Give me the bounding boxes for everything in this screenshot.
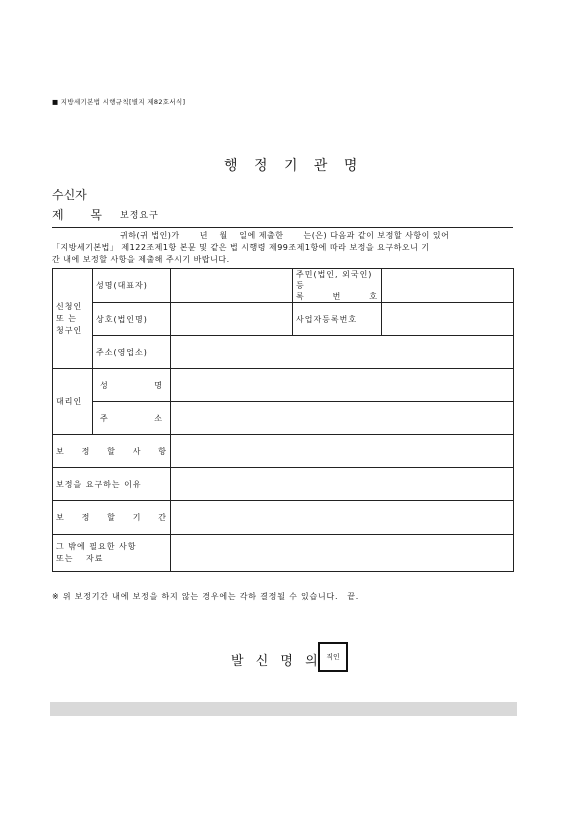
correction-items-char-5: 항: [158, 446, 167, 456]
correction-period-char-1: 보: [56, 513, 65, 522]
correction-items-char-4: 사: [132, 446, 142, 456]
correction-period-char-3: 할: [107, 513, 116, 522]
other-info-label-line-1: 그 밖에 필요한 사항: [56, 542, 137, 551]
correction-form-table: [52, 268, 514, 572]
correction-period-char-5: 간: [158, 513, 167, 522]
subject-value: 보정요구: [120, 211, 159, 221]
official-seal-box: [318, 642, 348, 672]
address-label: 주소(영업소): [93, 336, 171, 369]
agency-title: 행 정 기 관 명: [224, 158, 364, 174]
agent-group-label: 대리인: [53, 369, 93, 435]
company-label: 상호(법인명): [93, 303, 171, 336]
name-field[interactable]: [171, 269, 293, 303]
correction-period-char-2: 정: [81, 513, 91, 522]
resident-id-char-2: 번: [332, 292, 342, 301]
official-seal-label: 직인: [326, 653, 340, 661]
subject-divider: [52, 227, 513, 228]
resident-id-label: [293, 269, 382, 303]
agent-name-label: [93, 369, 171, 402]
correction-items-field[interactable]: [171, 435, 514, 468]
correction-period-char-4: 기: [132, 513, 142, 522]
agent-name-char-2: 명: [154, 380, 163, 390]
resident-id-char-1: 록: [296, 292, 305, 301]
sender-label: 발 신 명 의: [231, 654, 322, 669]
agent-name-field[interactable]: [171, 369, 514, 402]
applicant-label-3: 청구인: [56, 325, 83, 335]
applicant-label-1: 신청인: [56, 301, 83, 311]
request-body: [52, 230, 513, 266]
correction-reason-label: 보정을 요구하는 이유: [53, 468, 171, 501]
correction-items-label: [53, 435, 171, 468]
correction-reason-field[interactable]: [171, 468, 514, 501]
applicant-label-2: 또 는: [56, 313, 77, 323]
resident-id-label-line-2: [296, 291, 378, 302]
correction-period-field[interactable]: [171, 501, 514, 535]
subject-label-right: 목: [90, 208, 102, 222]
applicant-group-label: [53, 269, 93, 369]
business-no-field[interactable]: [382, 303, 514, 336]
correction-period-label: [53, 501, 171, 535]
company-field[interactable]: [171, 303, 293, 336]
name-label: 성명(대표자): [93, 269, 171, 303]
request-body-line-3: 간 내에 보정할 사항을 제출해 주시기 바랍니다.: [52, 255, 230, 264]
correction-items-char-2: 정: [81, 446, 91, 456]
resident-id-field[interactable]: [382, 269, 514, 303]
other-info-label-line-2: 또는 자료: [56, 554, 104, 563]
correction-items-char-1: 보: [56, 446, 65, 456]
agent-address-field[interactable]: [171, 402, 514, 435]
resident-id-label-line-1: 주민(법인, 외국인)등: [296, 270, 373, 290]
agent-address-char-2: 소: [154, 413, 163, 423]
resident-id-char-3: 호: [369, 292, 378, 301]
footer-bar: [50, 702, 517, 716]
business-no-label: 사업자등록번호: [293, 303, 382, 336]
request-body-line-2: 「지방세기본법」 제122조제1항 본문 및 같은 법 시행령 제99조제1항에 따라 보정을 요구하오니 기: [52, 243, 430, 252]
address-field[interactable]: [171, 336, 514, 369]
agent-address-label: [93, 402, 171, 435]
form-reference: ■ 지방세기본법 시행규칙[별지 제82호서식]: [52, 98, 186, 106]
correction-items-char-3: 할: [107, 446, 116, 456]
request-body-line-1: 귀하(귀 법인)가 년 월 일에 제출한 는(은) 다음과 같이 보정할 사항이 있어: [120, 231, 450, 240]
subject-label: [52, 206, 102, 223]
other-info-field[interactable]: [171, 535, 514, 572]
other-info-label: [53, 535, 171, 572]
agent-name-char-1: 성: [100, 380, 109, 390]
subject-label-left: 제: [52, 208, 64, 222]
recipient-label: 수신자: [52, 188, 87, 202]
agent-address-char-1: 주: [100, 413, 109, 423]
dismissal-notice: ※ 위 보정기간 내에 보정을 하지 않는 경우에는 각하 결정될 수 있습니다. 끝.: [52, 592, 360, 601]
